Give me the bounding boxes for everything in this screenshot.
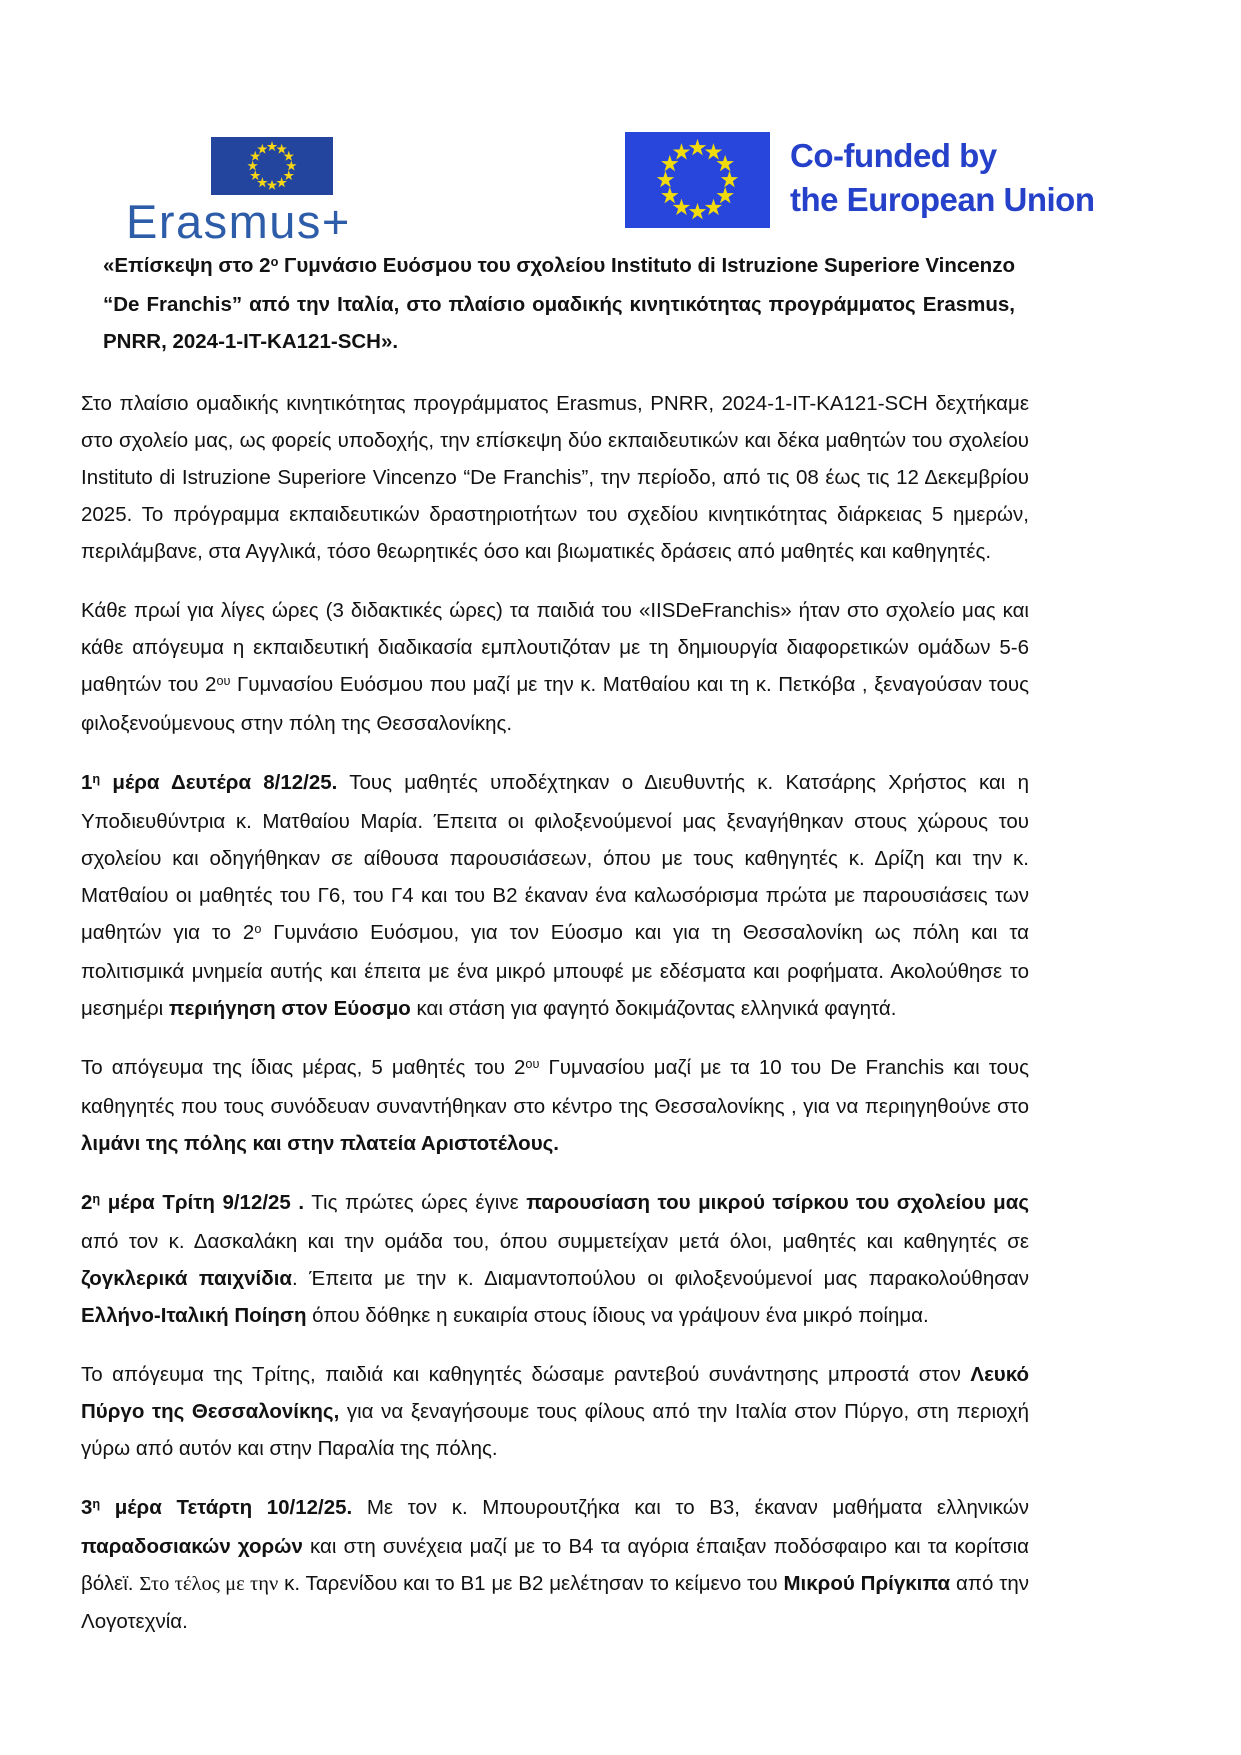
paragraph [81,1184,1029,1334]
text-run: Στο τέλος με την [139,1573,279,1595]
text-run: για να ξεναγήσουμε τους φίλους από την Ιταλία στον Πύργο, στη περιοχή γύρω από αυτόν και στην Παραλία της πόλης. [81,1400,1030,1460]
text-run: Τις πρώτες ώρες έγινε [304,1191,527,1214]
text-run: ο [254,921,262,937]
cofunded-line1: Co-funded by [790,137,997,174]
text-run: Μικρού Πρίγκιπα [783,1572,951,1595]
text-run: 3 [81,1496,93,1519]
cofunded-label [790,134,1095,222]
text-run: η [92,1496,101,1512]
text-run: και στάση για φαγητό δοκιμάζοντας ελληνικά φαγητά. [410,997,897,1020]
text-run: 1 [81,771,93,794]
text-run: παρουσίαση του μικρού τσίρκου του σχολείου μας [526,1191,1029,1214]
paragraph [81,1049,1029,1162]
text-run: . Έπειτα με την κ. Διαμαντοπούλου οι φιλοξενούμενοί μας παρακολούθησαν [292,1267,1029,1290]
text-run: λιμάνι της πόλης και στην πλατεία Αριστοτέλους. [81,1132,559,1155]
text-run: κ. Ταρενίδου και το Β1 με Β2 μελέτησαν το κείμενο του [278,1572,784,1595]
erasmus-logo-label: Erasmus+ [126,195,351,248]
cofunded-line2: the European Union [790,181,1095,218]
text-run: ο [270,254,279,270]
text-run: Γυμνάσιο Ευόσμου του σχολείου Instituto di Istruzione Superiore Vincenzo “De Franchis” από την Ιταλία, στο πλαίσιο ομαδικής κινητικότητας προγράμματος Erasmus, PNRR, 2024-1-IT-KA121-SCH». [103,254,1015,353]
text-run: και στη συνέχεια μαζί με το Β4 τα αγόρια έπαιξαν ποδόσφαιρο και τα κορίτσια βόλεϊ. [81,1535,1029,1595]
eu-flag-icon [625,132,770,228]
paragraph [81,1489,1029,1640]
text-run: περιήγηση στον Εύοσμο [168,997,411,1020]
paragraph [81,385,1029,570]
text-run: από την Λογοτεχνία. [81,1572,1029,1633]
text-run: Γυμνασίου Ευόσμου που μαζί με την κ. Ματθαίου και τη κ. Πετκόβα , ξεναγούσαν τους φιλοξενούμενους στην πόλη της Θεσσαλονίκης. [81,673,1029,735]
paragraph [81,592,1029,742]
document-title [81,247,1029,360]
text-run: Το απόγευμα της Τρίτης, παιδιά και καθηγητές δώσαμε ραντεβού συνάντησης μπροστά στον [81,1363,971,1386]
text-run: Τους μαθητές υποδέχτηκαν ο Διευθυντής κ. Κατσάρης Χρήστος και η Υποδιευθύντρια κ. Ματθαίου Μαρία. Έπειτα οι φιλοξενούμενοί μας ξεναγήθηκαν στους χώρους του σχολείου και οδηγήθηκαν σε αίθουσα παρουσιάσεων, όπου με τους καθηγητές κ. Δρίζη και την κ. Ματθαίου οι μαθητές του Γ6, του Γ4 και του Β2 έκαναν ένα καλωσόρισμα πρώτα με παρουσιάσεις των μαθητών για το 2 [81,771,1030,944]
text-run: Με τον κ. Μπουρουτζήκα και το Β3, έκαναν μαθήματα ελληνικών [352,1496,1029,1519]
text-run: Στο πλαίσιο ομαδικής κινητικότητας προγράμματος Erasmus, PNRR, 2024-1-IT-KA121-SCH δεχτήκαμε στο σχολείο μας, ως φορείς υποδοχής, την επίσκεψη δύο εκπαιδευτικών και δέκα μαθητών του σχολείου Instituto di Istruzione Superiore Vincenzo “De Franchis”, την περίοδο, από τις 08 έως τις 12 Δεκεμβρίου 2025. Το πρόγραμμα εκπαιδευτικών δραστηριοτήτων του σχεδίου κινητικότητας διάρκειας 5 ημερών, περιλάμβανε, στα Αγγλικά, τόσο θεωρητικές όσο και βιωματικές δράσεις από μαθητές και καθηγητές. [81,392,1029,563]
text-run: Το απόγευμα της ίδιας μέρας, 5 μαθητές του 2 [81,1056,526,1079]
text-run: παραδοσιακών χορών [81,1535,303,1558]
text-run: η [92,771,101,787]
text-run: Λευκό Πύργο της Θεσσαλονίκης, [81,1363,1029,1423]
document-body [81,247,1029,1662]
text-run: μέρα Τρίτη 9/12/25 . [100,1191,305,1214]
text-run: όπου δόθηκε η ευκαιρία στους ίδιους να γράψουν ένα μικρό ποίημα. [306,1304,929,1327]
text-run: Γυμνασίου μαζί με τα 10 του De Franchis και τους καθηγητές που τους συνόδευαν συναντήθηκαν στο κέντρο της Θεσσαλονίκης , για να περιηγηθούνε στο [81,1056,1030,1118]
text-run: η [92,1191,101,1207]
text-run: ου [525,1056,540,1072]
paragraph [81,1356,1029,1467]
text-run: Ελλήνο-Ιταλική Ποίηση [81,1304,307,1327]
text-run: ζογκλερικά παιχνίδια [81,1267,292,1290]
text-run: μέρα Τετάρτη 10/12/25. [100,1496,353,1519]
text-run: ου [216,673,231,689]
text-run: Κάθε πρωί για λίγες ώρες (3 διδακτικές ώρες) τα παιδιά του «IISDeFranchis» ήταν στο σχολείο μας και κάθε απόγευμα η εκπαιδευτική διαδικασία εμπλουτιζόταν με τη δημιουργία διαφορετικών ομάδων 5-6 μαθητών του 2 [81,599,1029,696]
text-run: μέρα Δευτέρα 8/12/25. [100,771,338,794]
text-run: «Επίσκεψη στο 2 [103,254,271,277]
text-run: από τον κ. Δασκαλάκη και την ομάδα του, όπου συμμετείχαν μετά όλοι, μαθητές και καθηγητές σε [81,1230,1029,1253]
paragraph [81,764,1029,1027]
text-run: 2 [81,1191,93,1214]
eu-flag-icon [211,137,333,195]
text-run: Γυμνάσιο Ευόσμου, για τον Εύοσμο και για τη Θεσσαλονίκη ως πόλη και τα πολιτισμικά μνημεία αυτής και έπειτα με ένα μικρό μπουφέ με εδέσματα και ροφήματα. Ακολούθησε το μεσημέρι [81,921,1029,1020]
